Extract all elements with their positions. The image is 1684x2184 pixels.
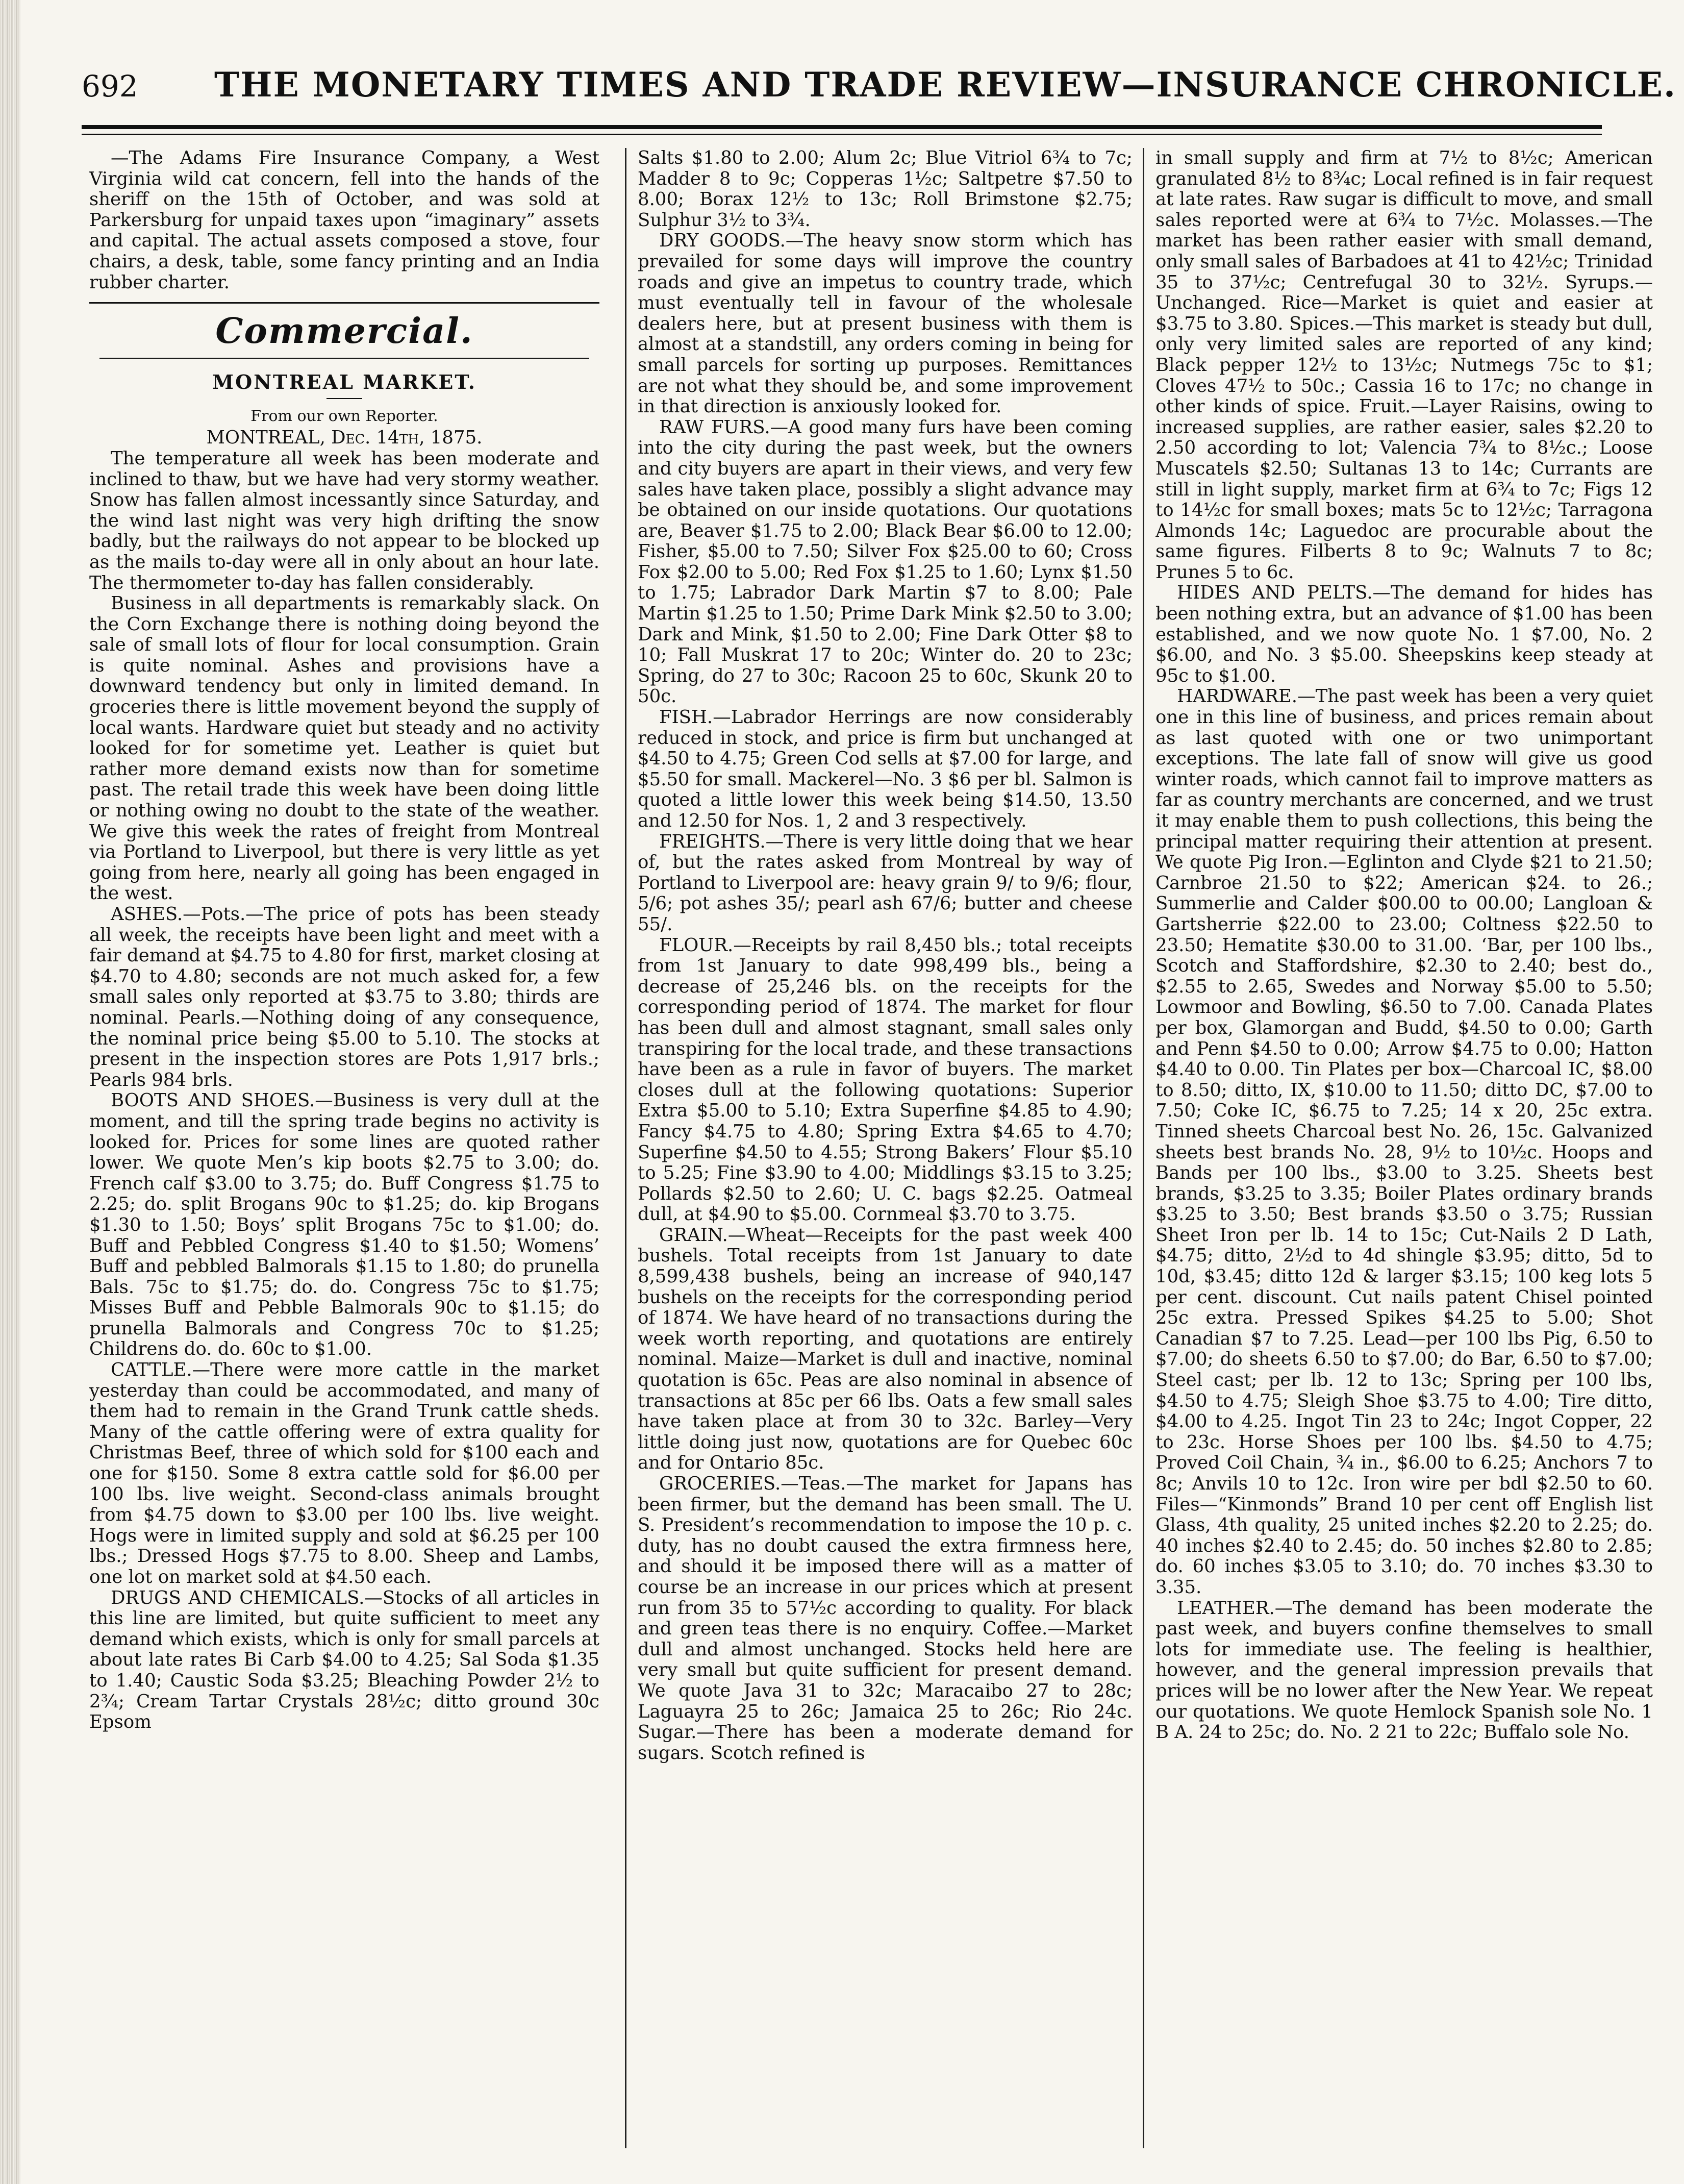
adams-fire-paragraph: —The Adams Fire Insurance Company, a West Virginia wild cat concern, fell into the hands of the sheriff on the 15th of October, and was sold at Parkersburg for unpaid taxes upon “imaginary” assets and capital. The actual assets composed a stove, four chairs, a desk, table, some fancy printing and an India rubber charter. <box>89 148 599 293</box>
fish-paragraph: FISH.—Labrador Herrings are now considerably reduced in stock, and price is firm but unchanged at $4.50 to 4.75; Green Cod sells at $7.00 for large, and $5.50 for small. Mackerel—No. 3 $6 per bl. Salmon is quoted a little lower this week being $14.50, 13.50 and 12.50 for Nos. 1, 2 and 3 respectively. <box>638 707 1133 831</box>
market-heading: MONTREAL MARKET. <box>212 370 476 394</box>
column-1 <box>89 148 599 2169</box>
header-rule-thick <box>82 125 1602 129</box>
dateline: MONTREAL, Dec. 14th, 1875. <box>206 427 483 449</box>
hardware-paragraph: HARDWARE.—The past week has been a very quiet one in this line of business, and prices remain about as last quoted with one or two unimportant exceptions. The late fall of snow will give us good winter roads, which cannot fail to improve matters as far as country merchants are concerned, and we trust it may enable them to push collections, this being the principal matter requiring their attention at present. We quote Pig Iron.—Eglinton and Clyde $21 to 21.50; Carnbroe 21.50 to $22; American $24. to 26.; Summerlie and Calder $00.00 to 00.00; Langloan & Gartsherrie $22.00 to 23.00; Coltness $22.50 to 23.50; Hematite $30.00 to 31.00. ‘Bar, per 100 lbs., Scotch and Staffordshire, $2.30 to 2.40; best do., $2.55 to 2.65, Swedes and Norway $5.00 to 5.50; Lowmoor and Bowling, $6.50 to 7.00. Canada Plates per box, Glamorgan and Budd, $4.50 to 0.00; Garth and Penn $4.50 to 0.00; Arrow $4.75 to 0.00; Hatton $4.40 to 0.00. Tin Plates per box—Charcoal IC, $8.00 to 8.50; ditto, IX, $10.00 to 11.50; ditto DC, $7.00 to 7.50; Coke IC, $6.75 to 7.25; 14 x 20, 25c extra. Tinned sheets Charcoal best No. 26, 15c. Galvanized sheets best brands No. 28, 9½ to 10½c. Hoops and Bands per 100 lbs., $3.00 to 3.25. Sheets best brands, $3.25 to 3.35; Boiler Plates ordinary brands $3.25 to 3.50; Best brands $3.50 o 3.75; Russian Sheet Iron per lb. 14 to 15c; Cut-Nails 2 D Lath, $4.75; ditto, 2½d to 4d shingle $3.95; ditto, 5d to 10d, $3.45; ditto 12d & larger $3.15; 100 keg lots 5 per cent. discount. Cut nails patent Chisel pointed 25c extra. Pressed Spikes $4.25 to 5.00; Shot Canadian $7 to 7.25. Lead—per 100 lbs Pig, 6.50 to $7.00; do sheets 6.50 to $7.00; do Bar, 6.50 to $7.00; Steel cast; per lb. 12 to 13c; Spring per 100 lbs, $4.50 to 4.75; Sleigh Shoe $3.75 to 4.00; Tire ditto, $4.00 to 4.25. Ingot Tin 23 to 24c; Ingot Copper, 22 to 23c. Horse Shoes per 100 lbs. $4.50 to 4.75; Proved Coil Chain, ¾ in., $6.00 to 6.25; Anchors 7 to 8c; Anvils 10 to 12c. Iron wire per bdl $2.50 to 60. Files—“Kinmonds” Brand 10 per cent off English list Glass, 4th quality, 25 united inches $2.20 to 2.25; do. 40 inches $2.40 to 2.45; do. 50 inches $2.80 to 2.85; do. 60 inches $3.05 to 3.10; do. 70 inches $3.30 to 3.35. <box>1155 686 1653 1598</box>
business-paragraph: Business in all departments is remarkably slack. On the Corn Exchange there is nothing doing beyond the sale of small lots of flour for local consumption. Grain is quite nominal. Ashes and provisions have a downward tendency but only in limited demand. In groceries there is little movement beyond the supply of local wants. Hardware quiet but steady and no activity looked for for sometime yet. Leather is quiet but rather more demand exists now than for sometime past. The retail trade this week have been doing little or nothing owing no doubt to the state of the weather. We give this week the rates of freight from Montreal via Portland to Liverpool, but there is very little as yet going from here, nearly all going has been engaged in the west. <box>89 593 599 904</box>
section-separator <box>89 302 599 304</box>
groceries-paragraph: GROCERIES.—Teas.—The market for Japans has been firmer, but the demand has been small. The U. S. President’s recommendation to impose the 10 p. c. duty, has no doubt caused the extra firmness here, and should it be imposed there will as a matter of course be an increase in our prices which at present run from 35 to 57½c according to quality. For black and green teas there is no enquiry. Coffee.—Market dull and almost unchanged. Stocks held here are very small but quite sufficient for present demand. We quote Java 31 to 32c; Maracaibo 27 to 28c; Laguayra 25 to 26c; Jamaica 25 to 26c; Rio 24c. Sugar.—There has been a moderate demand for sugars. Scotch refined is <box>638 1473 1133 1764</box>
page-header <box>82 48 1676 125</box>
column-rule-2 <box>1143 148 1144 2148</box>
weather-paragraph: The temperature all week has been moderate and inclined to thaw, but we have had very stormy weather. Snow has fallen almost incessantly since Saturday, and the wind last night was very high drifting the snow badly, but the railways do not appear to be blocked up as the mails to-day were all in only about an hour late. The thermometer to-day has fallen considerably. <box>89 448 599 593</box>
heading-rule <box>326 398 362 399</box>
byline: From our own Reporter. <box>250 407 438 425</box>
header-rule-thin <box>82 134 1602 135</box>
drugs-chemicals-paragraph: DRUGS AND CHEMICALS.—Stocks of all articles in this line are limited, but quite sufficient to meet any demand which exists, which is only for small parcels at about late rates Bi Carb $4.00 to 4.25; Sal Soda $1.35 to 1.40; Caustic Soda $3.25; Bleaching Powder 2½ to 2¾; Cream Tartar Crystals 28½c; ditto ground 30c Epsom <box>89 1587 599 1733</box>
column-3 <box>1155 148 1653 2169</box>
flour-paragraph: FLOUR.—Receipts by rail 8,450 bls.; total receipts from 1st January to date 998,499 bls., being a decrease of 25,246 bls. on the receipts for the corresponding period of 1874. The market for flour has been dull and almost stagnant, small sales only transpiring for the local trade, and these transactions have been as a rule in favor of buyers. The market closes dull at the following quotations: Superior Extra $5.00 to 5.10; Extra Superfine $4.85 to 4.90; Fancy $4.75 to 4.80; Spring Extra $4.65 to 4.70; Superfine $4.50 to 4.55; Strong Bakers’ Flour $5.10 to 5.25; Fine $3.90 to 4.00; Middlings $3.15 to 3.25; Pollards $2.50 to 2.60; U. C. bags $2.25. Oatmeal dull, at $4.90 to $5.00. Cornmeal $3.70 to 3.75. <box>638 934 1133 1225</box>
running-title: THE MONETARY TIMES AND TRADE REVIEW—INSURANCE CHRONICLE. <box>214 65 1676 105</box>
leather-paragraph: LEATHER.—The demand has been moderate the past week, and buyers confine themselves to small lots for immediate use. The feeling is healthier, however, and the general impression prevails that prices will be no lower after the New Year. We repeat our quotations. We quote Hemlock Spanish sole No. 1 B A. 24 to 25c; do. No. 2 21 to 22c; Buffalo sole No. <box>1155 1597 1653 1743</box>
salts-paragraph: Salts $1.80 to 2.00; Alum 2c; Blue Vitriol 6¾ to 7c; Madder 8 to 9c; Copperas 1½c; Saltpetre $7.50 to 8.00; Borax 12½ to 13c; Roll Brimstone $2.75; Sulphur 3½ to 3¾. <box>638 148 1133 231</box>
column-2 <box>638 148 1133 2169</box>
scan-edge <box>0 0 20 2184</box>
section-title-rule <box>99 358 589 359</box>
dry-goods-paragraph: DRY GOODS.—The heavy snow storm which has prevailed for some days will improve the country roads and give an impetus to country trade, which must eventually tell in favour of the wholesale dealers here, but at present business with them is almost at a standstill, any orders coming in being for small parcels for sorting up purposes. Remittances are not what they should be, and some improvement in that direction is anxiously looked for. <box>638 230 1133 417</box>
hides-pelts-paragraph: HIDES AND PELTS.—The demand for hides has been nothing extra, but an advance of $1.00 has been established, and we now quote No. 1 $7.00, No. 2 $6.00, and No. 3 $5.00. Sheepskins keep steady at 95c to $1.00. <box>1155 582 1653 686</box>
freights-paragraph: FREIGHTS.—There is very little doing that we hear of, but the rates asked from Montreal by way of Portland to Liverpool are: heavy grain 9/ to 9/6; flour, 5/6; pot ashes 35/; pearl ash 67/6; butter and cheese 55/. <box>638 831 1133 935</box>
section-title: Commercial. <box>215 311 473 352</box>
ashes-paragraph: ASHES.—Pots.—The price of pots has been steady all week, the receipts have been light and meet with a fair demand at $4.75 to 4.80 for first, market closing at $4.70 to 4.80; seconds are not much asked for, a few small sales only reported at $3.75 to 3.80; thirds are nominal. Pearls.—Nothing doing of any consequence, the nominal price being $5.00 to 5.10. The stocks at present in the inspection stores are Pots 1,917 brls.; Pearls 984 brls. <box>89 904 599 1090</box>
boots-shoes-paragraph: BOOTS AND SHOES.—Business is very dull at the moment, and till the spring trade begins no activity is looked for. Prices for some lines are quoted rather lower. We quote Men’s kip boots $2.75 to 3.00; do. French calf $3.00 to 3.75; do. Buff Congress $1.75 to 2.25; do. split Brogans 90c to $1.25; do. kip Brogans $1.30 to 1.50; Boys’ split Brogans 75c to $1.00; do. Buff and Pebbled Congress $1.40 to $1.50; Womens’ Buff and pebbled Balmorals $1.15 to 1.80; do prunella Bals. 75c to $1.75; do. do. Congress 75c to $1.75; Misses Buff and Pebble Balmorals 90c to $1.15; do prunella Balmorals and Congress 70c to $1.25; Childrens do. do. 60c to $1.00. <box>89 1090 599 1360</box>
raw-furs-paragraph: RAW FURS.—A good many furs have been coming into the city during the past week, but the owners and city buyers are apart in their views, and very few sales have taken place, possibly a slight advance may be obtained on our inside quotations. Our quotations are, Beaver $1.75 to 2.00; Black Bear $6.00 to 12.00; Fisher, $5.00 to 7.50; Silver Fox $25.00 to 60; Cross Fox $2.00 to 5.00; Red Fox $1.25 to 1.60; Lynx $1.50 to 1.75; Labrador Dark Martin $7 to 8.00; Pale Martin $1.25 to 1.50; Prime Dark Mink $2.50 to 3.00; Dark and Mink, $1.50 to 2.00; Fine Dark Otter $8 to 10; Fall Muskrat 17 to 20c; Winter do. 20 to 23c; Spring, do 27 to 30c; Racoon 25 to 60c, Skunk 20 to 50c. <box>638 416 1133 707</box>
column-rule-1 <box>625 148 626 2148</box>
page-number: 692 <box>82 69 138 104</box>
cattle-paragraph: CATTLE.—There were more cattle in the market yesterday than could be accommodated, and many of them had to remain in the Grand Trunk cattle sheds. Many of the cattle offering were of extra quality for Christmas Beef, three of which sold for $100 each and one for $150. Some 8 extra cattle sold for $6.00 per 100 lbs. live weight. Second-class animals brought from $4.75 down to $3.00 per 100 lbs. live weight. Hogs were in limited supply and sold at $6.25 per 100 lbs.; Dressed Hogs $7.75 to 8.00. Sheep and Lambs, one lot on market sold at $4.50 each. <box>89 1359 599 1587</box>
sugar-paragraph: in small supply and firm at 7½ to 8½c; American granulated 8½ to 8¾c; Local refined is in fair request at late rates. Raw sugar is difficult to move, and small sales reported were at 6¾ to 7½c. Molasses.—The market has been rather easier with small demand, only small sales of Barbadoes at 41 to 42½c; Trinidad 35 to 37½c; Centrefugal 30 to 32½. Syrups.—Unchanged. Rice—Market is quiet and easier at $3.75 to 3.80. Spices.—This market is steady but dull, only very limited sales are reported of any kind; Black pepper 12½ to 13½c; Nutmegs 75c to $1; Cloves 47½ to 50c.; Cassia 16 to 17c; no change in other kinds of spice. Fruit.—Layer Raisins, owing to increased supplies, are rather easier, sales $2.20 to 2.50 according to lot; Valencia 7¾ to 8½c.; Loose Muscatels $2.50; Sultanas 13 to 14c; Currants are still in light supply, market firm at 6¾ to 7c; Figs 12 to 14½c for small boxes; mats 5c to 12½c; Tarragona Almonds 14c; Laguedoc are procurable about the same figures. Filberts 8 to 9c; Walnuts 7 to 8c; Prunes 5 to 6c. <box>1155 148 1653 583</box>
grain-paragraph: GRAIN.—Wheat—Receipts for the past week 400 bushels. Total receipts from 1st January to date 8,599,438 bushels, being an increase of 940,147 bushels on the receipts for the corresponding period of 1874. We have heard of no transactions during the week worth reporting, and quotations are entirely nominal. Maize—Market is dull and inactive, nominal quotation is 65c. Peas are also nominal in absence of transactions at 85c per 66 lbs. Oats a few small sales have taken place at from 30 to 32c. Barley—Very little doing just now, quotations are for Quebec 60c and for Ontario 85c. <box>638 1224 1133 1474</box>
